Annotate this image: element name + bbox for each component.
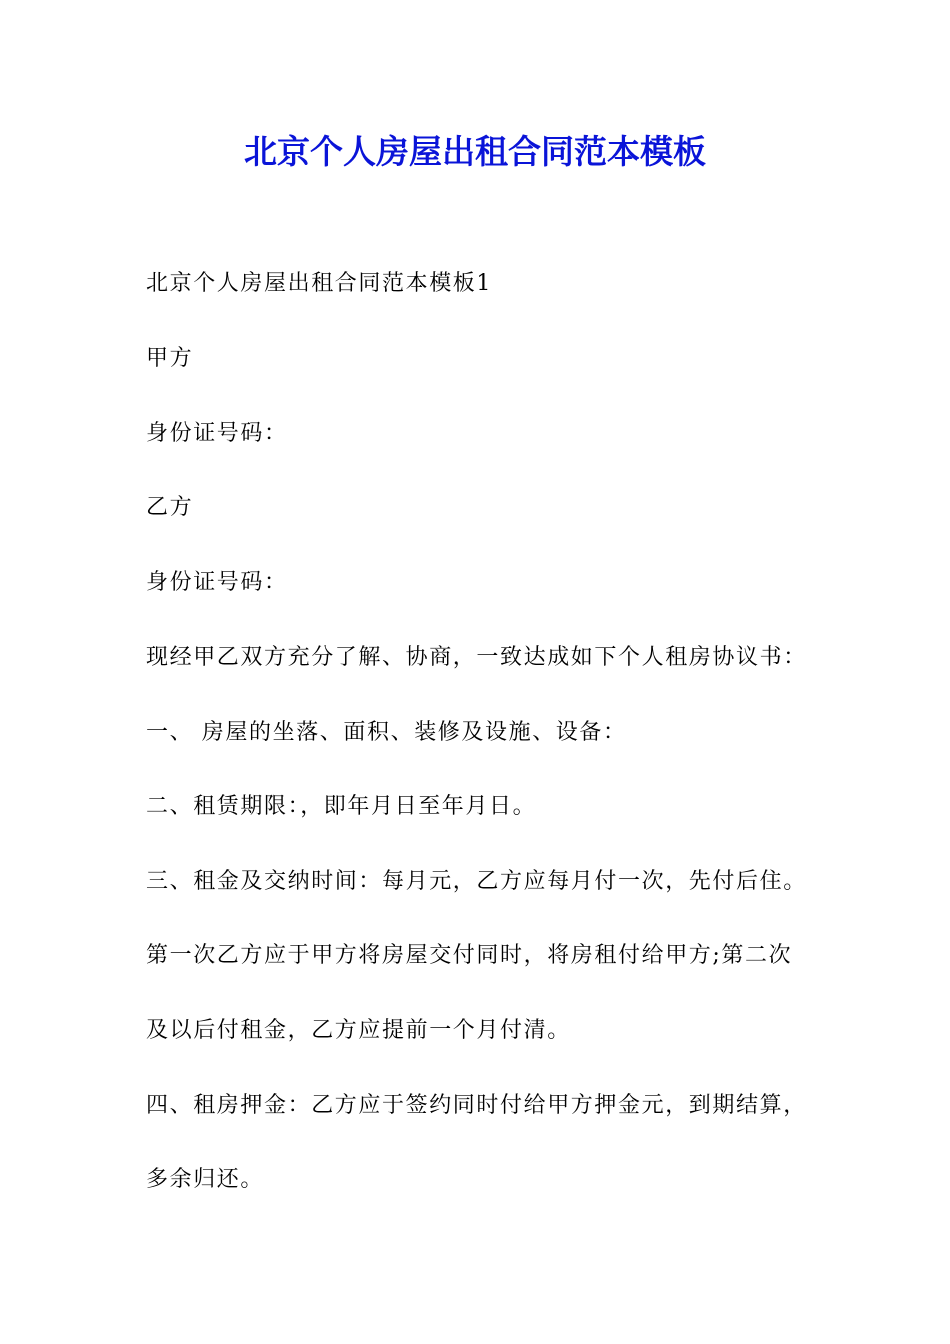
clause-2-lease-term: 二、租赁期限：，即年月日至年月日。 (146, 794, 537, 819)
party-a-label: 甲方 (146, 346, 194, 371)
clause-4-continued: 多余归还。 (146, 1167, 265, 1192)
clause-3-continued-2: 及以后付租金，乙方应提前一个月付清。 (146, 1018, 571, 1043)
party-a-id-label: 身份证号码： (146, 421, 288, 446)
party-b-label: 乙方 (146, 495, 194, 520)
clause-1-premises: 一、 房屋的坐落、面积、装修及设施、设备： (146, 720, 627, 745)
clause-3-continued-1: 第一次乙方应于甲方将房屋交付同时，将房租付给甲方;第二次 (146, 943, 793, 968)
document-title: 北京个人房屋出租合同范本模板 (244, 132, 706, 171)
agreement-intro: 现经甲乙双方充分了解、协商，一致达成如下个人租房协议书： (146, 645, 807, 670)
party-b-id-label: 身份证号码： (146, 570, 288, 595)
clause-3-rent-payment: 三、租金及交纳时间：每月元，乙方应每月付一次，先付后住。 (146, 869, 807, 894)
clause-4-deposit: 四、租房押金：乙方应于签约同时付给甲方押金元，到期结算， (146, 1093, 807, 1118)
template-heading: 北京个人房屋出租合同范本模板1 (146, 271, 492, 296)
